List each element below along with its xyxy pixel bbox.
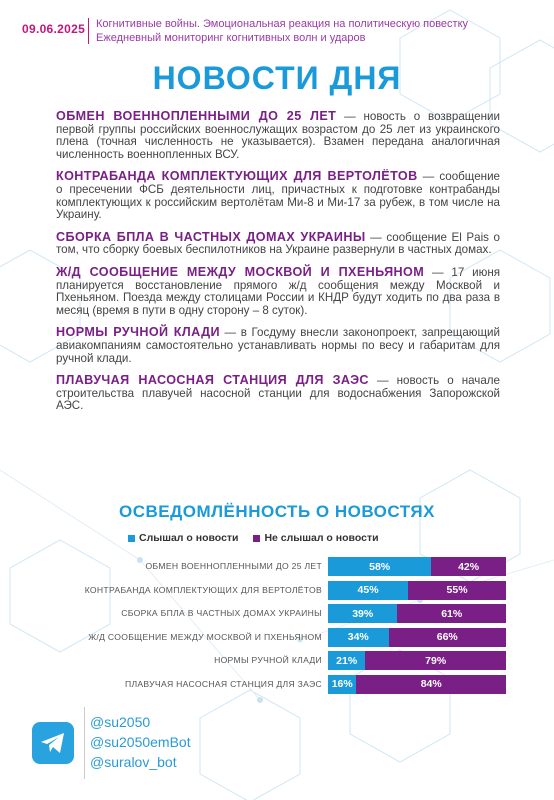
legend-swatch-heard <box>128 535 135 542</box>
chart-row <box>40 581 510 605</box>
bar-value-label: 16% <box>331 678 353 691</box>
news-headline: ПЛАВУЧАЯ НАСОСНАЯ СТАНЦИЯ ДЛЯ ЗАЭС <box>56 373 369 388</box>
bar-heard <box>328 557 431 576</box>
bar-value-label: 61% <box>441 607 463 620</box>
bar-not-heard <box>431 557 506 576</box>
chart-row <box>40 557 510 581</box>
legend-label-not-heard: Не слышал о новости <box>264 532 379 544</box>
bar-heard <box>328 604 397 623</box>
bar-value-label: 39% <box>352 607 374 620</box>
bar-track <box>328 557 506 576</box>
news-body: — новость о возвращении первой группы российских военнослужащих возрастом до 25 лет из украинского плена (точная численность не указывается). Взамен передана аналогичная численность военнопленных ВСУ. <box>56 110 500 161</box>
chart-row <box>40 604 510 628</box>
news-item <box>56 110 500 161</box>
contact-link[interactable]: @su2050 <box>90 714 151 730</box>
news-item <box>56 374 500 413</box>
bar-heard <box>328 675 356 694</box>
chart-category-label: Ж/Д СООБЩЕНИЕ МЕЖДУ МОСКВОЙ И ПХЕНЬЯНОМ <box>88 631 322 642</box>
chart-category-label: НОРМЫ РУЧНОЙ КЛАДИ <box>214 655 322 666</box>
bar-track <box>328 651 506 670</box>
contacts-divider <box>84 707 85 779</box>
bar-value-label: 34% <box>347 631 369 644</box>
chart-category-label: КОНТРАБАНДА КОМПЛЕКТУЮЩИХ ДЛЯ ВЕРТОЛЁТОВ <box>84 584 322 595</box>
bar-not-heard <box>356 675 506 694</box>
bar-value-label: 58% <box>369 560 391 573</box>
bar-value-label: 45% <box>357 584 379 597</box>
legend-swatch-not-heard <box>253 535 260 542</box>
news-body: — в Госдуму внесли законопроект, запрещающий авиакомпаниям самостоятельно устанавливать нормы по весу и габаритам для ручной клади. <box>56 326 500 365</box>
bar-value-label: 21% <box>336 654 358 667</box>
bar-value-label: 55% <box>446 584 468 597</box>
news-item <box>56 266 500 317</box>
chart-row <box>40 651 510 675</box>
bar-track <box>328 604 506 623</box>
header-date: 09.06.2025 <box>22 22 86 36</box>
chart-category-label: ОБМЕН ВОЕННОПЛЕННЫМИ ДО 25 ЛЕТ <box>145 561 322 571</box>
news-item <box>56 231 500 257</box>
header-subtitle <box>96 17 536 45</box>
contacts-list <box>90 712 191 772</box>
page-title: НОВОСТИ ДНЯ <box>152 60 402 96</box>
chart-row <box>40 675 510 699</box>
news-body: — сообщение о пресечении ФСБ деятельности лиц, причастных к подготовке контрабанды комплектующих к российским вертолётам Ми-8 и Ми-17 за рубеж, в том числе на Украину. <box>56 170 500 222</box>
contact-link[interactable]: @su2050emBot <box>90 734 191 750</box>
news-headline: СБОРКА БПЛА В ЧАСТНЫХ ДОМАХ УКРАИНЫ <box>56 229 366 244</box>
bar-not-heard <box>397 604 506 623</box>
paper-plane-icon <box>40 731 66 755</box>
chart-title: ОСВЕДОМЛЁННОСТЬ О НОВОСТЯХ <box>119 502 435 521</box>
news-headline: КОНТРАБАНДА КОМПЛЕКТУЮЩИХ ДЛЯ ВЕРТОЛЁТОВ <box>56 169 418 184</box>
bar-value-label: 66% <box>436 631 458 644</box>
chart-row <box>40 628 510 652</box>
header-subtitle-line2: Ежедневный мониторинг когнитивных волн и ударов <box>96 32 366 44</box>
header-subtitle-line1: Когнитивные войны. Эмоциональная реакция на политическую повестку <box>96 18 469 30</box>
bar-not-heard <box>408 581 506 600</box>
news-item <box>56 170 500 221</box>
bar-not-heard <box>389 628 506 647</box>
chart-category-label: СБОРКА БПЛА В ЧАСТНЫХ ДОМАХ УКРАИНЫ <box>121 608 322 619</box>
telegram-icon[interactable] <box>32 722 74 764</box>
awareness-bar-chart <box>40 557 510 699</box>
legend-label-heard: Слышал о новости <box>139 532 239 544</box>
chart-legend <box>128 532 428 545</box>
news-headline: ОБМЕН ВОЕННОПЛЕННЫМИ ДО 25 ЛЕТ <box>56 109 337 123</box>
bar-not-heard <box>365 651 506 670</box>
bar-heard <box>328 581 408 600</box>
bar-track <box>328 581 506 600</box>
news-body: — 17 июня планируется восстановление прямого ж/д сообщения между Москвой и Пхеньяном. Поезда между столицами России и КНДР будут ходить по два раза в месяц (время в пути в одну сторону – 8 суток). <box>56 265 500 317</box>
news-headline: Ж/Д СООБЩЕНИЕ МЕЖДУ МОСКВОЙ И ПХЕНЬЯНОМ <box>56 264 425 279</box>
bar-track <box>328 628 506 647</box>
legend-item-not-heard <box>253 532 378 544</box>
bar-value-label: 79% <box>425 654 447 667</box>
chart-category-label: ПЛАВУЧАЯ НАСОСНАЯ СТАНЦИЯ ДЛЯ ЗАЭС <box>124 678 322 689</box>
news-item <box>56 326 500 365</box>
bar-value-label: 42% <box>458 560 480 573</box>
news-body: — новость о начале строительства плавучей насосной станции для водоснабжения Запорожской АЭС. <box>56 374 500 413</box>
contact-link[interactable]: @suralov_bot <box>90 754 177 770</box>
news-list <box>56 110 500 422</box>
news-headline: НОРМЫ РУЧНОЙ КЛАДИ <box>56 325 220 340</box>
bar-heard <box>328 651 365 670</box>
legend-item-heard <box>128 532 239 544</box>
bar-heard <box>328 628 389 647</box>
news-body: — сообщение El Pais о том, что сборку боевых беспилотников на Украине развернули в частных домах. <box>56 230 500 257</box>
bar-track <box>328 675 506 694</box>
bar-value-label: 84% <box>420 678 442 691</box>
header-divider <box>88 18 89 44</box>
